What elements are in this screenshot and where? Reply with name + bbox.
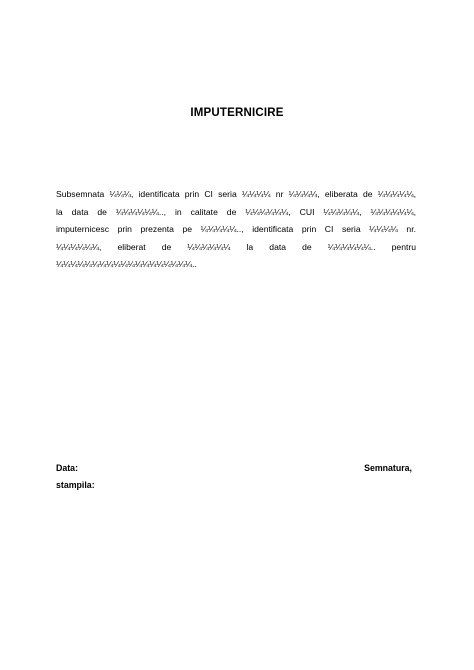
body-line: Subsemnata ¼¼¼, identificata prin CI seria ¼¼¼¼ nr ¼¼¼¼, eliberata de ¼¼¼¼¼,: [56, 189, 416, 199]
body-line: la data de ¼¼¼¼¼¼.., in calitate de ¼¼¼¼¼¼, CUI ¼¼¼¼¼, ¼¼¼¼¼¼,: [56, 206, 416, 217]
document-body: [56, 186, 416, 274]
signature-block: [340, 460, 412, 477]
date-label: Data:: [56, 463, 78, 473]
stamp-label: stampila:: [56, 480, 95, 490]
date-stamp-block: [56, 460, 95, 494]
body-line: ¼¼¼¼¼¼¼¼¼¼¼¼¼¼¼¼¼¼¼..: [56, 259, 197, 269]
body-line: imputernicesc prin prezenta pe ¼¼¼¼¼.., identificata prin CI seria ¼¼¼¼ nr.: [56, 224, 416, 234]
body-line: ¼¼¼¼¼¼, eliberat de ¼¼¼¼¼¼ la data de ¼¼¼¼¼¼.. pentru: [56, 241, 416, 252]
document-title: IMPUTERNICIRE: [190, 107, 284, 119]
signature-label: Semnatura,: [364, 463, 412, 473]
